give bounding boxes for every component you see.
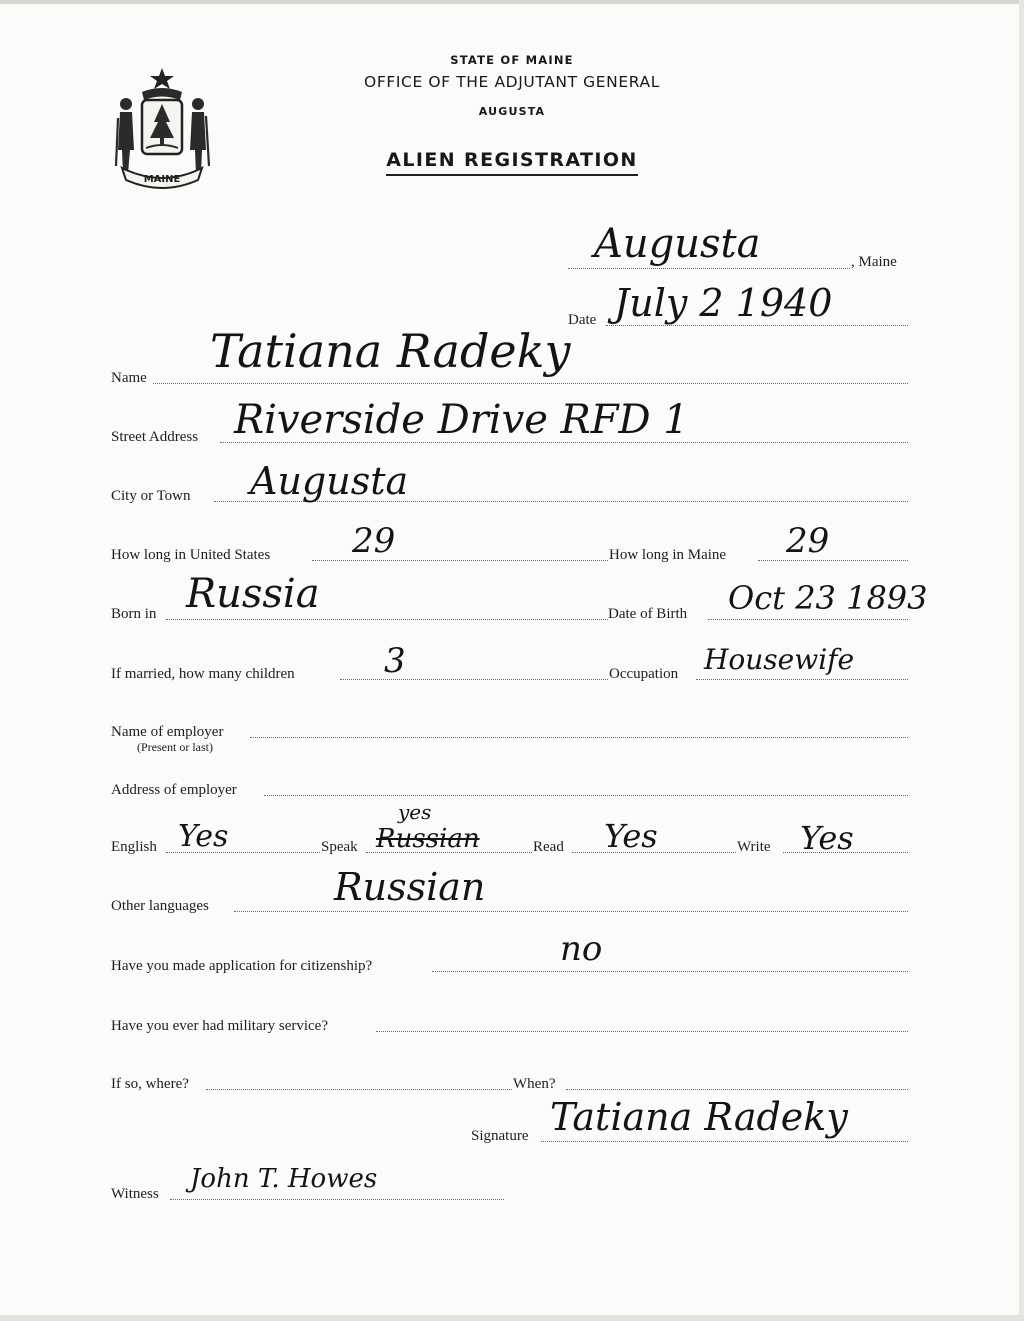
place-suffix: , Maine (851, 254, 897, 270)
date-line (606, 325, 908, 326)
children-label: If married, how many children (111, 666, 295, 682)
witness-label: Witness (111, 1186, 159, 1202)
citizenship-label: Have you made application for citizenship? (111, 958, 373, 974)
date-label: Date (568, 312, 597, 328)
employer-sublabel: (Present or last) (137, 740, 213, 754)
city-label: City or Town (111, 488, 191, 504)
scan-edge-bottom (0, 1315, 1024, 1321)
speak-struck-value: Russian (376, 824, 480, 854)
english-value: Yes (178, 819, 229, 854)
years-maine-line (758, 560, 908, 561)
english-label: English (111, 839, 157, 855)
city-value: Augusta (250, 459, 409, 503)
occupation-label: Occupation (609, 666, 679, 682)
name-value: Tatiana Radeky (210, 324, 571, 378)
place-value: Augusta (594, 221, 761, 267)
years-us-value: 29 (352, 521, 396, 561)
scan-edge-top (0, 0, 1024, 4)
read-value: Yes (604, 817, 658, 855)
when-line (566, 1089, 908, 1090)
name-line (153, 383, 908, 384)
street-value: Riverside Drive RFD 1 (234, 397, 689, 443)
children-line (340, 679, 608, 680)
employer-address-line (264, 795, 908, 796)
born-in-label: Born in (111, 606, 157, 622)
city-heading: AUGUSTA (478, 105, 546, 118)
employer-label: Name of employer (111, 724, 224, 740)
speak-label: Speak (321, 839, 358, 855)
employer-line (250, 737, 908, 738)
children-value: 3 (384, 641, 406, 681)
years-maine-value: 29 (786, 521, 830, 561)
office-heading: OFFICE OF THE ADJUTANT GENERAL (364, 73, 660, 91)
military-line (376, 1031, 908, 1032)
dob-label: Date of Birth (608, 606, 688, 622)
name-label: Name (111, 370, 147, 386)
citizenship-line (432, 971, 908, 972)
place-line (568, 268, 850, 269)
years-us-label: How long in United States (111, 547, 271, 563)
other-languages-line (234, 911, 908, 912)
scan-edge-right (1019, 0, 1024, 1321)
witness-line (170, 1199, 504, 1200)
write-label: Write (737, 839, 771, 855)
signature-value: Tatiana Radeky (550, 1095, 848, 1139)
where-line (206, 1089, 512, 1090)
citizenship-value: no (560, 929, 603, 969)
occupation-value: Housewife (704, 643, 855, 676)
street-label: Street Address (111, 429, 199, 445)
military-label: Have you ever had military service? (111, 1018, 328, 1034)
when-label: When? (513, 1076, 556, 1092)
read-label: Read (533, 839, 564, 855)
born-in-line (166, 619, 608, 620)
dob-value: Oct 23 1893 (728, 579, 928, 617)
where-label: If so, where? (111, 1076, 189, 1092)
employer-address-label: Address of employer (111, 782, 237, 798)
date-value: July 2 1940 (614, 281, 833, 325)
dob-line (708, 619, 908, 620)
witness-value: John T. Howes (190, 1164, 378, 1194)
born-in-value: Russia (186, 571, 320, 617)
seal-banner-text: MAINE (143, 174, 181, 185)
signature-line (541, 1141, 908, 1142)
write-value: Yes (800, 819, 854, 857)
years-maine-label: How long in Maine (609, 547, 727, 563)
state-heading: STATE OF MAINE (450, 53, 574, 67)
signature-label: Signature (471, 1128, 529, 1144)
occupation-line (696, 679, 908, 680)
other-languages-value: Russian (334, 865, 486, 909)
other-languages-label: Other languages (111, 898, 209, 914)
page-title: ALIEN REGISTRATION (386, 149, 637, 176)
speak-value: yes (398, 800, 432, 824)
